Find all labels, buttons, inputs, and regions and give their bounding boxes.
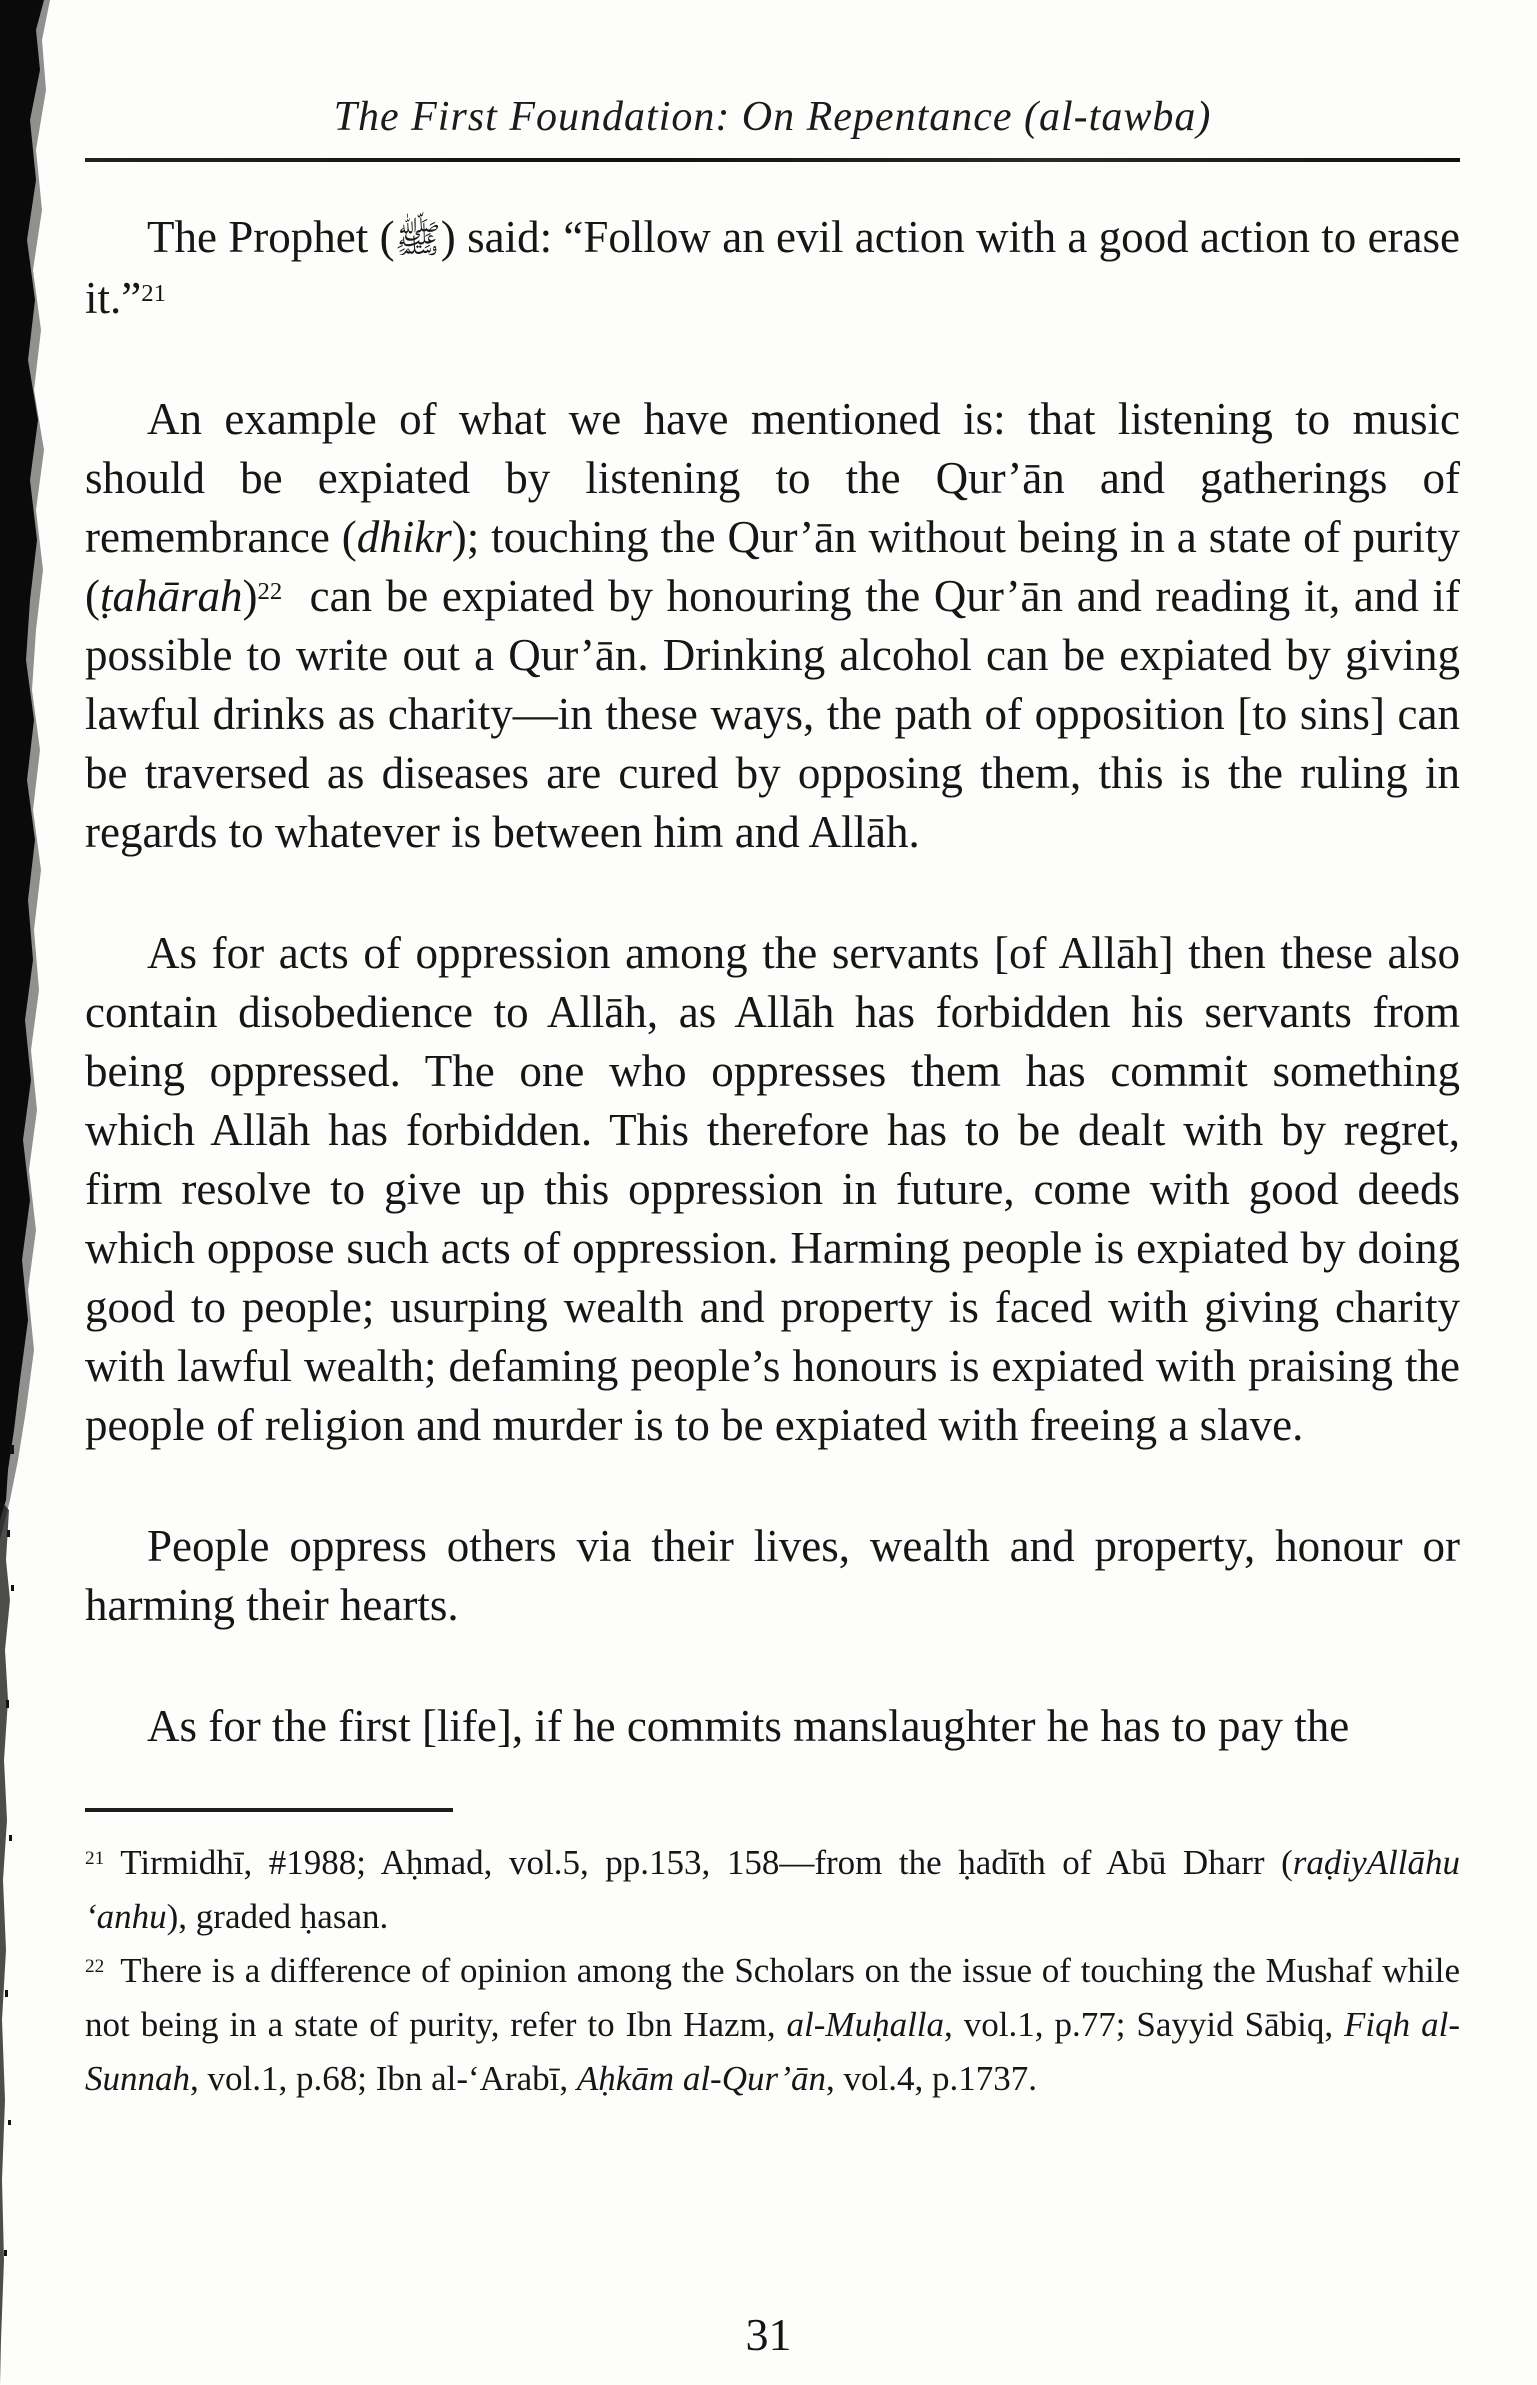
text-segment: , vol.4, p.1737.: [826, 2059, 1038, 2098]
text-segment: There is a difference of opinion among the Scholars on the issue of touching the Mushaf while not being in a state of purity, refer to Ibn Hazm,: [85, 1951, 1460, 2044]
page-number: 31: [745, 2309, 792, 2360]
footnote-reference: 22: [257, 577, 283, 605]
text-segment: raḍiyAllāhu ‘anhu: [85, 1843, 1460, 1936]
text-segment: As for the first [life], if he commits manslaughter he has to pay the: [147, 1701, 1350, 1751]
text-segment: Aḥkām al-Qur’ān: [576, 2059, 827, 2098]
text-segment: Fiqh al-Sunnah: [85, 2005, 1461, 2098]
prophet-honorific-symbol: ﷺ: [394, 217, 441, 262]
footnote-list: [85, 1836, 1460, 2106]
paragraph: [85, 1697, 1460, 1756]
footnote: [85, 1836, 1460, 1944]
text-segment: , vol.1, p.68; Ibn al-‘Arabī,: [190, 2059, 577, 2098]
header-rule: [85, 158, 1460, 162]
footnote-marker: 21: [85, 1848, 105, 1870]
text-segment: ) said: “Follow an evil action with a good action to erase it.”: [85, 212, 1461, 323]
body-text: [85, 208, 1460, 1756]
scan-gutter-artifact: [0, 0, 60, 2385]
text-segment: al-Muḥalla: [786, 2005, 945, 2044]
text-segment: ): [242, 571, 258, 621]
page-content: [85, 0, 1460, 2106]
text-segment: Tirmidhī, #1988; Aḥmad, vol.5, pp.153, 158—from the ḥadīth of Abū Dharr (: [120, 1843, 1293, 1882]
footnote-reference: 21: [141, 279, 166, 307]
text-segment: , vol.1, p.77; Sayyid Sābiq,: [944, 2005, 1345, 2044]
text-segment: dhikr: [356, 512, 452, 562]
paragraph: [85, 208, 1460, 328]
paragraph: [85, 924, 1460, 1455]
text-segment: An example of what we have mentioned is: that listening to music should be expiated by listening to the Qur’ān and gatherings of remembrance (: [85, 394, 1460, 562]
running-header-title: The First Foundation: On Repentance (al-tawba): [333, 94, 1212, 140]
text-segment: can be expiated by honouring the Qur’ān and reading it, and if possible to write out a Qur’ān. Drinking alcohol can be expiated by giving lawful drinks as charity—in these ways, the path of opposition [to sins] can be traversed as diseases are cured by opposing them, this is the ruling in regards to whatever is between him and Allāh.: [85, 571, 1460, 857]
paragraph: [85, 390, 1460, 862]
footnote-separator-rule: [85, 1808, 453, 1812]
paragraph: [85, 1517, 1460, 1635]
text-segment: ); touching the Qur’ān without being in a state of purity (: [85, 512, 1461, 621]
text-segment: ṭahārah: [100, 571, 243, 621]
footnote: [85, 1944, 1460, 2106]
text-segment: ), graded ḥasan.: [166, 1897, 389, 1936]
text-segment: The Prophet (: [147, 212, 395, 262]
footnote-marker: 22: [85, 1956, 105, 1978]
footnotes-section: [85, 1808, 1460, 2106]
text-segment: As for acts of oppression among the servants [of Allāh] then these also contain disobedience to Allāh, as Allāh has forbidden his servants from being oppressed. The one who oppresses them has commit something which Allāh has forbidden. This therefore has to be dealt with by regret, firm resolve to give up this oppression in future, come with good deeds which oppose such acts of oppression. Harming people is expiated by doing good to people; usurping wealth and property is faced with giving charity with lawful wealth; defaming people’s honours is expiated with praising the people of religion and murder is to be expiated with freeing a slave.: [85, 928, 1460, 1450]
text-segment: People oppress others via their lives, wealth and property, honour or harming their hearts.: [85, 1521, 1460, 1630]
